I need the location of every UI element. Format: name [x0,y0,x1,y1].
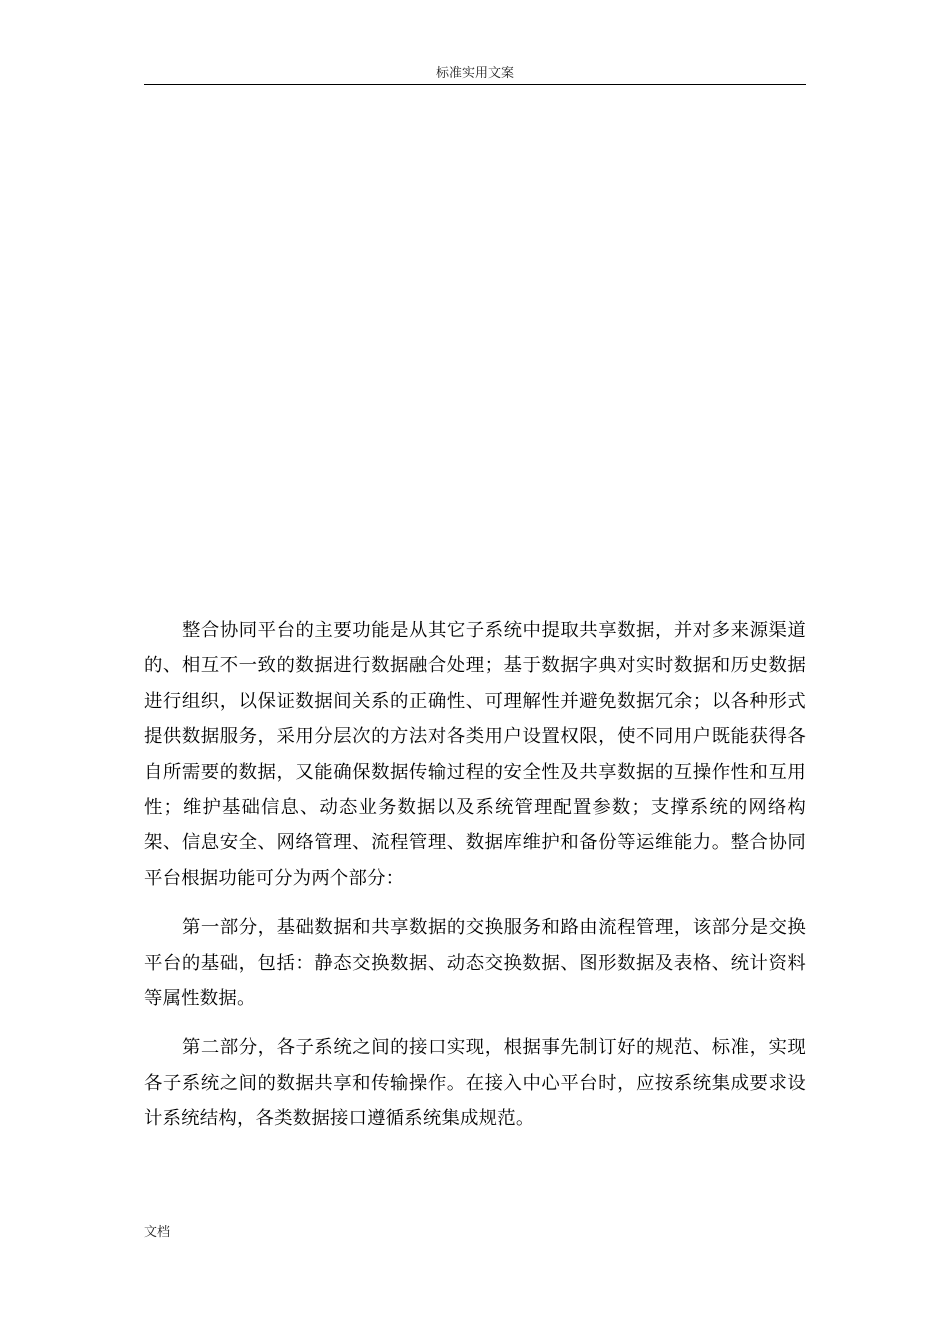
footer-label: 文档 [144,1225,171,1240]
paragraph-platform-functions: 整合协同平台的主要功能是从其它子系统中提取共享数据，并对多来源渠道的、相互不一致的数据进行数据融合处理；基于数据字典对实时数据和历史数据进行组织，以保证数据间关系的正确性、可理解性并避免数据冗余；以各种形式提供数据服务，采用分层次的方法对各类用户设置权限，使不同用户既能获得各自所需要的数据，又能确保数据传输过程的安全性及共享数据的互操作性和互用性；维护基础信息、动态业务数据以及系统管理配置参数；支撑系统的网络构架、信息安全、网络管理、流程管理、数据库维护和备份等运维能力。整合协同平台根据功能可分为两个部分： [144,620,806,889]
page-header [144,62,806,85]
paragraph-part-two: 第二部分，各子系统之间的接口实现，根据事先制订好的规范、标准，实现各子系统之间的数据共享和传输操作。在接入中心平台时，应按系统集成要求设计系统结构，各类数据接口遵循系统集成规范。 [144,1037,806,1130]
header-title: 标准实用文案 [435,66,514,81]
document-body [144,613,806,1151]
paragraph-part-one: 第一部分，基础数据和共享数据的交换服务和路由流程管理，该部分是交换平台的基础，包括：静态交换数据、动态交换数据、图形数据及表格、统计资料等属性数据。 [144,917,806,1010]
